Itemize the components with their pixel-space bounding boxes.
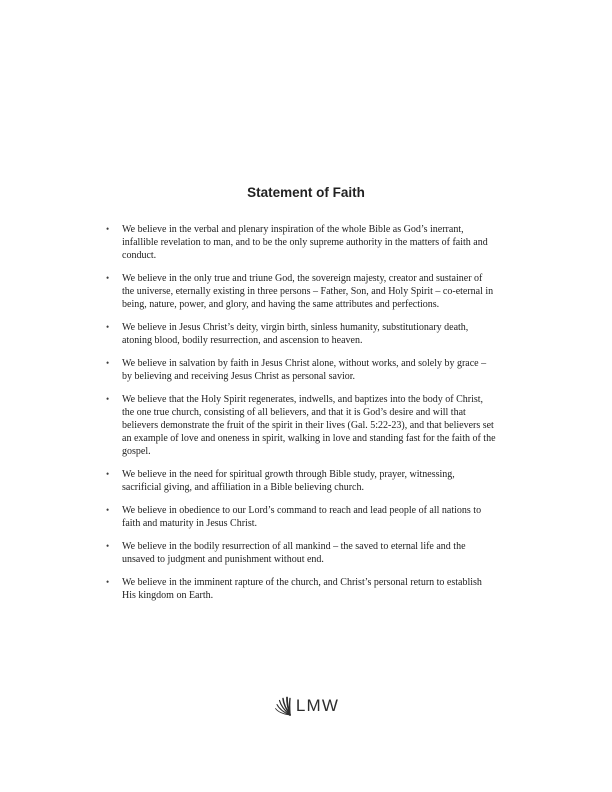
belief-text: We believe in obedience to our Lord’s command to reach and lead people of all nations to faith and maturity in Jesus Christ. [122,505,482,529]
list-item [105,504,497,530]
list-item [105,393,497,458]
bullet-marker: • [106,224,110,234]
bullet-marker: • [106,322,110,332]
bullet-marker: • [106,358,110,368]
list-item [105,272,497,311]
belief-text: We believe in the imminent rapture of the church, and Christ’s personal return to establish His kingdom on Earth. [122,577,482,601]
belief-text: We believe in the only true and triune God, the sovereign majesty, creator and sustainer of the universe, eternally existing in three persons – Father, Son, and Holy Spirit – co-eternal in being, nature, power, and glory, and having the same attributes and perfections. [122,273,494,310]
list-item [105,223,497,262]
belief-text: We believe in the bodily resurrection of all mankind – the saved to eternal life and the unsaved to judgment and punishment without end. [122,541,466,565]
belief-text: We believe that the Holy Spirit regenerates, indwells, and baptizes into the body of Christ, the one true church, consisting of all believers, and that it is God’s desire and will that believers demonstrate the fruit of the spirit in their lives (Gal. 5:22-23), and that believers set an example of love and oneness in spirit, walking in love and standing fast for the faith of the gospel. [122,394,496,457]
bullet-marker: • [106,469,110,479]
belief-text: We believe in Jesus Christ’s deity, virgin birth, sinless humanity, substitutionary death, atoning blood, bodily resurrection, and ascension to heaven. [122,322,469,346]
list-item [105,321,497,347]
belief-text: We believe in the need for spiritual growth through Bible study, prayer, witnessing, sacrificial giving, and affiliation in a Bible believing church. [122,469,455,493]
belief-text: We believe in salvation by faith in Jesus Christ alone, without works, and solely by grace – by believing and receiving Jesus Christ as personal savior. [122,358,487,382]
page-title: Statement of Faith [247,185,365,200]
list-item [105,468,497,494]
bullet-marker: • [106,273,110,283]
list-item [105,540,497,566]
beliefs-list [105,223,497,612]
bullet-marker: • [106,541,110,551]
logo-text: LMW [295,696,340,715]
list-item [105,576,497,602]
leaf-fan-icon [273,695,295,719]
footer-logo [0,693,612,719]
bullet-marker: • [106,577,110,587]
bullet-marker: • [106,505,110,515]
belief-text: We believe in the verbal and plenary inspiration of the whole Bible as God’s inerrant, infallible revelation to man, and to be the only supreme authority in the matters of faith and conduct. [122,224,488,261]
list-item [105,357,497,383]
bullet-marker: • [106,394,110,404]
